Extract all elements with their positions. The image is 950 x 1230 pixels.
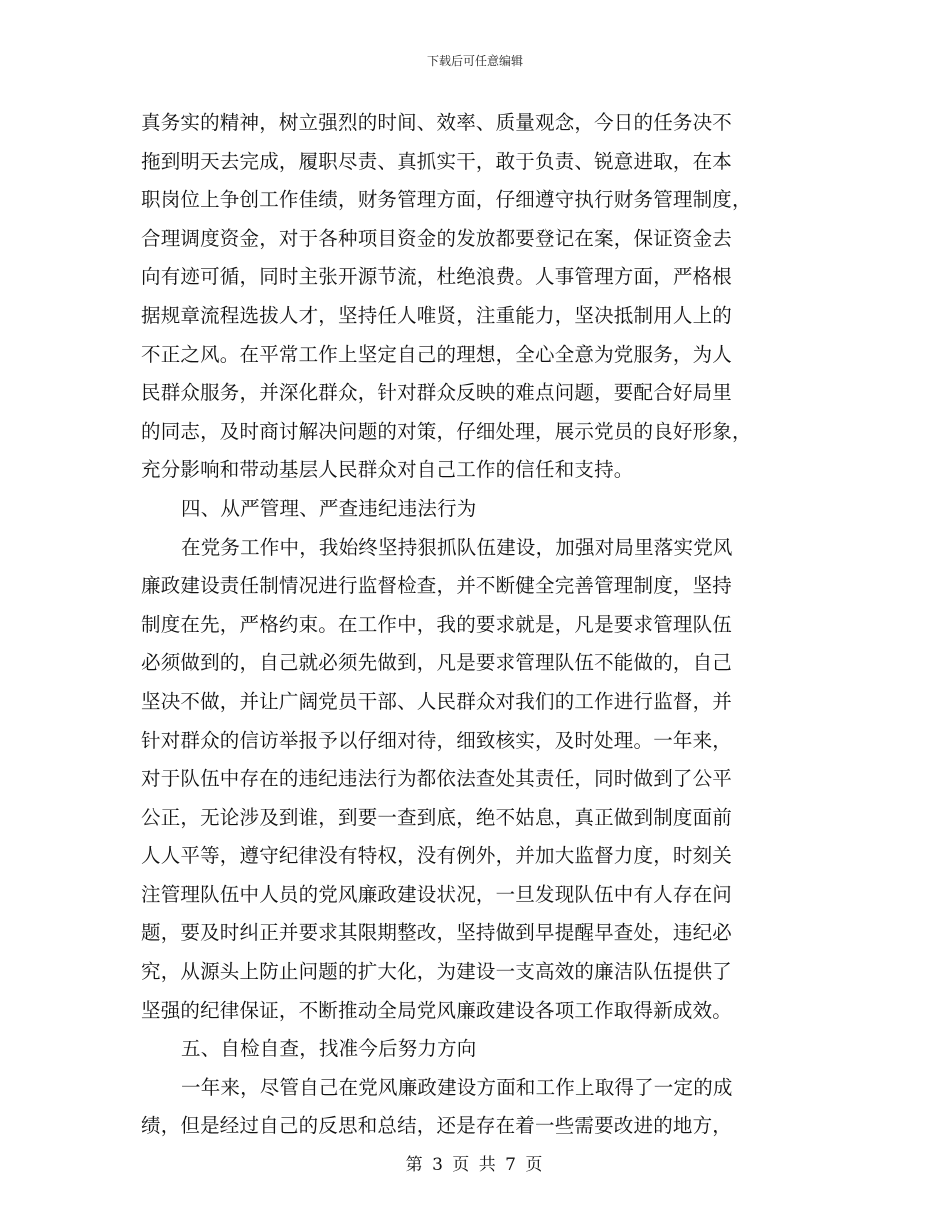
text-line: 绩，但是经过自己的反思和总结，还是存在着一些需要改进的地方， — [141, 1114, 733, 1138]
text-line: 民群众服务，并深化群众，针对群众反映的难点问题，要配合好局里 — [141, 381, 733, 405]
text-line: 必须做到的，自己就必须先做到，凡是要求管理队伍不能做的，自己 — [141, 651, 733, 675]
text-line: 坚强的纪律保证，不断推动全局党风廉政建设各项工作取得新成效。 — [141, 998, 733, 1022]
text-line: 一年来，尽管自己在党风廉政建设方面和工作上取得了一定的成 — [181, 1075, 733, 1099]
text-line: 制度在先，严格约束。在工作中，我的要求就是，凡是要求管理队伍 — [141, 612, 733, 636]
text-line: 向有迹可循，同时主张开源节流，杜绝浪费。人事管理方面，严格根 — [141, 265, 733, 289]
text-line: 人人平等，遵守纪律没有特权，没有例外，并加大监督力度，时刻关 — [141, 844, 733, 868]
text-line: 注管理队伍中人员的党风廉政建设状况，一旦发现队伍中有人存在问 — [141, 882, 733, 906]
header-text: 下载后可任意编辑 — [426, 54, 523, 68]
page-footer — [0, 1155, 950, 1175]
text-line: 职岗位上争创工作佳绩，财务管理方面，仔细遵守执行财务管理制度， — [141, 188, 752, 212]
text-line: 拖到明天去完成，履职尽责、真抓实干，敢于负责、锐意进取，在本 — [141, 149, 733, 173]
text-line: 针对群众的信访举报予以仔细对待，细致核实，及时处理。一年来， — [141, 728, 733, 752]
text-line: 题，要及时纠正并要求其限期整改，坚持做到早提醒早查处，违纪必 — [141, 921, 733, 945]
page-header — [0, 54, 950, 68]
text-line: 不正之风。在平常工作上坚定自己的理想，全心全意为党服务，为人 — [141, 342, 733, 366]
text-line: 公正，无论涉及到谁，到要一查到底，绝不姑息，真正做到制度面前 — [141, 805, 733, 829]
text-line: 坚决不做，并让广阔党员干部、人民群众对我们的工作进行监督，并 — [141, 689, 733, 713]
text-line: 充分影响和带动基层人民群众对自己工作的信任和支持。 — [141, 458, 634, 482]
text-line: 廉政建设责任制情况进行监督检查，并不断健全完善管理制度，坚持 — [141, 574, 733, 598]
text-line: 合理调度资金，对于各种项目资金的发放都要登记在案，保证资金去 — [141, 226, 733, 250]
text-line: 对于队伍中存在的违纪违法行为都依法查处其责任，同时做到了公平 — [141, 767, 733, 791]
text-line: 据规章流程选拔人才，坚持任人唯贤，注重能力，坚决抵制用人上的 — [141, 303, 733, 327]
document-body — [141, 104, 811, 1146]
page-number: 第 3 页 共 7 页 — [405, 1155, 545, 1175]
text-line: 的同志，及时商讨解决问题的对策，仔细处理，展示党员的良好形象， — [141, 419, 752, 443]
text-line: 究，从源头上防止问题的扩大化，为建设一支高效的廉洁队伍提供了 — [141, 960, 733, 984]
text-line: 五、自检自查，找准今后努力方向 — [181, 1037, 477, 1061]
text-line: 真务实的精神，树立强烈的时间、效率、质量观念，今日的任务决不 — [141, 111, 733, 134]
text-line: 四、从严管理、严查违纪违法行为 — [181, 496, 477, 520]
text-line: 在党务工作中，我始终坚持狠抓队伍建设，加强对局里落实党风 — [181, 535, 733, 559]
